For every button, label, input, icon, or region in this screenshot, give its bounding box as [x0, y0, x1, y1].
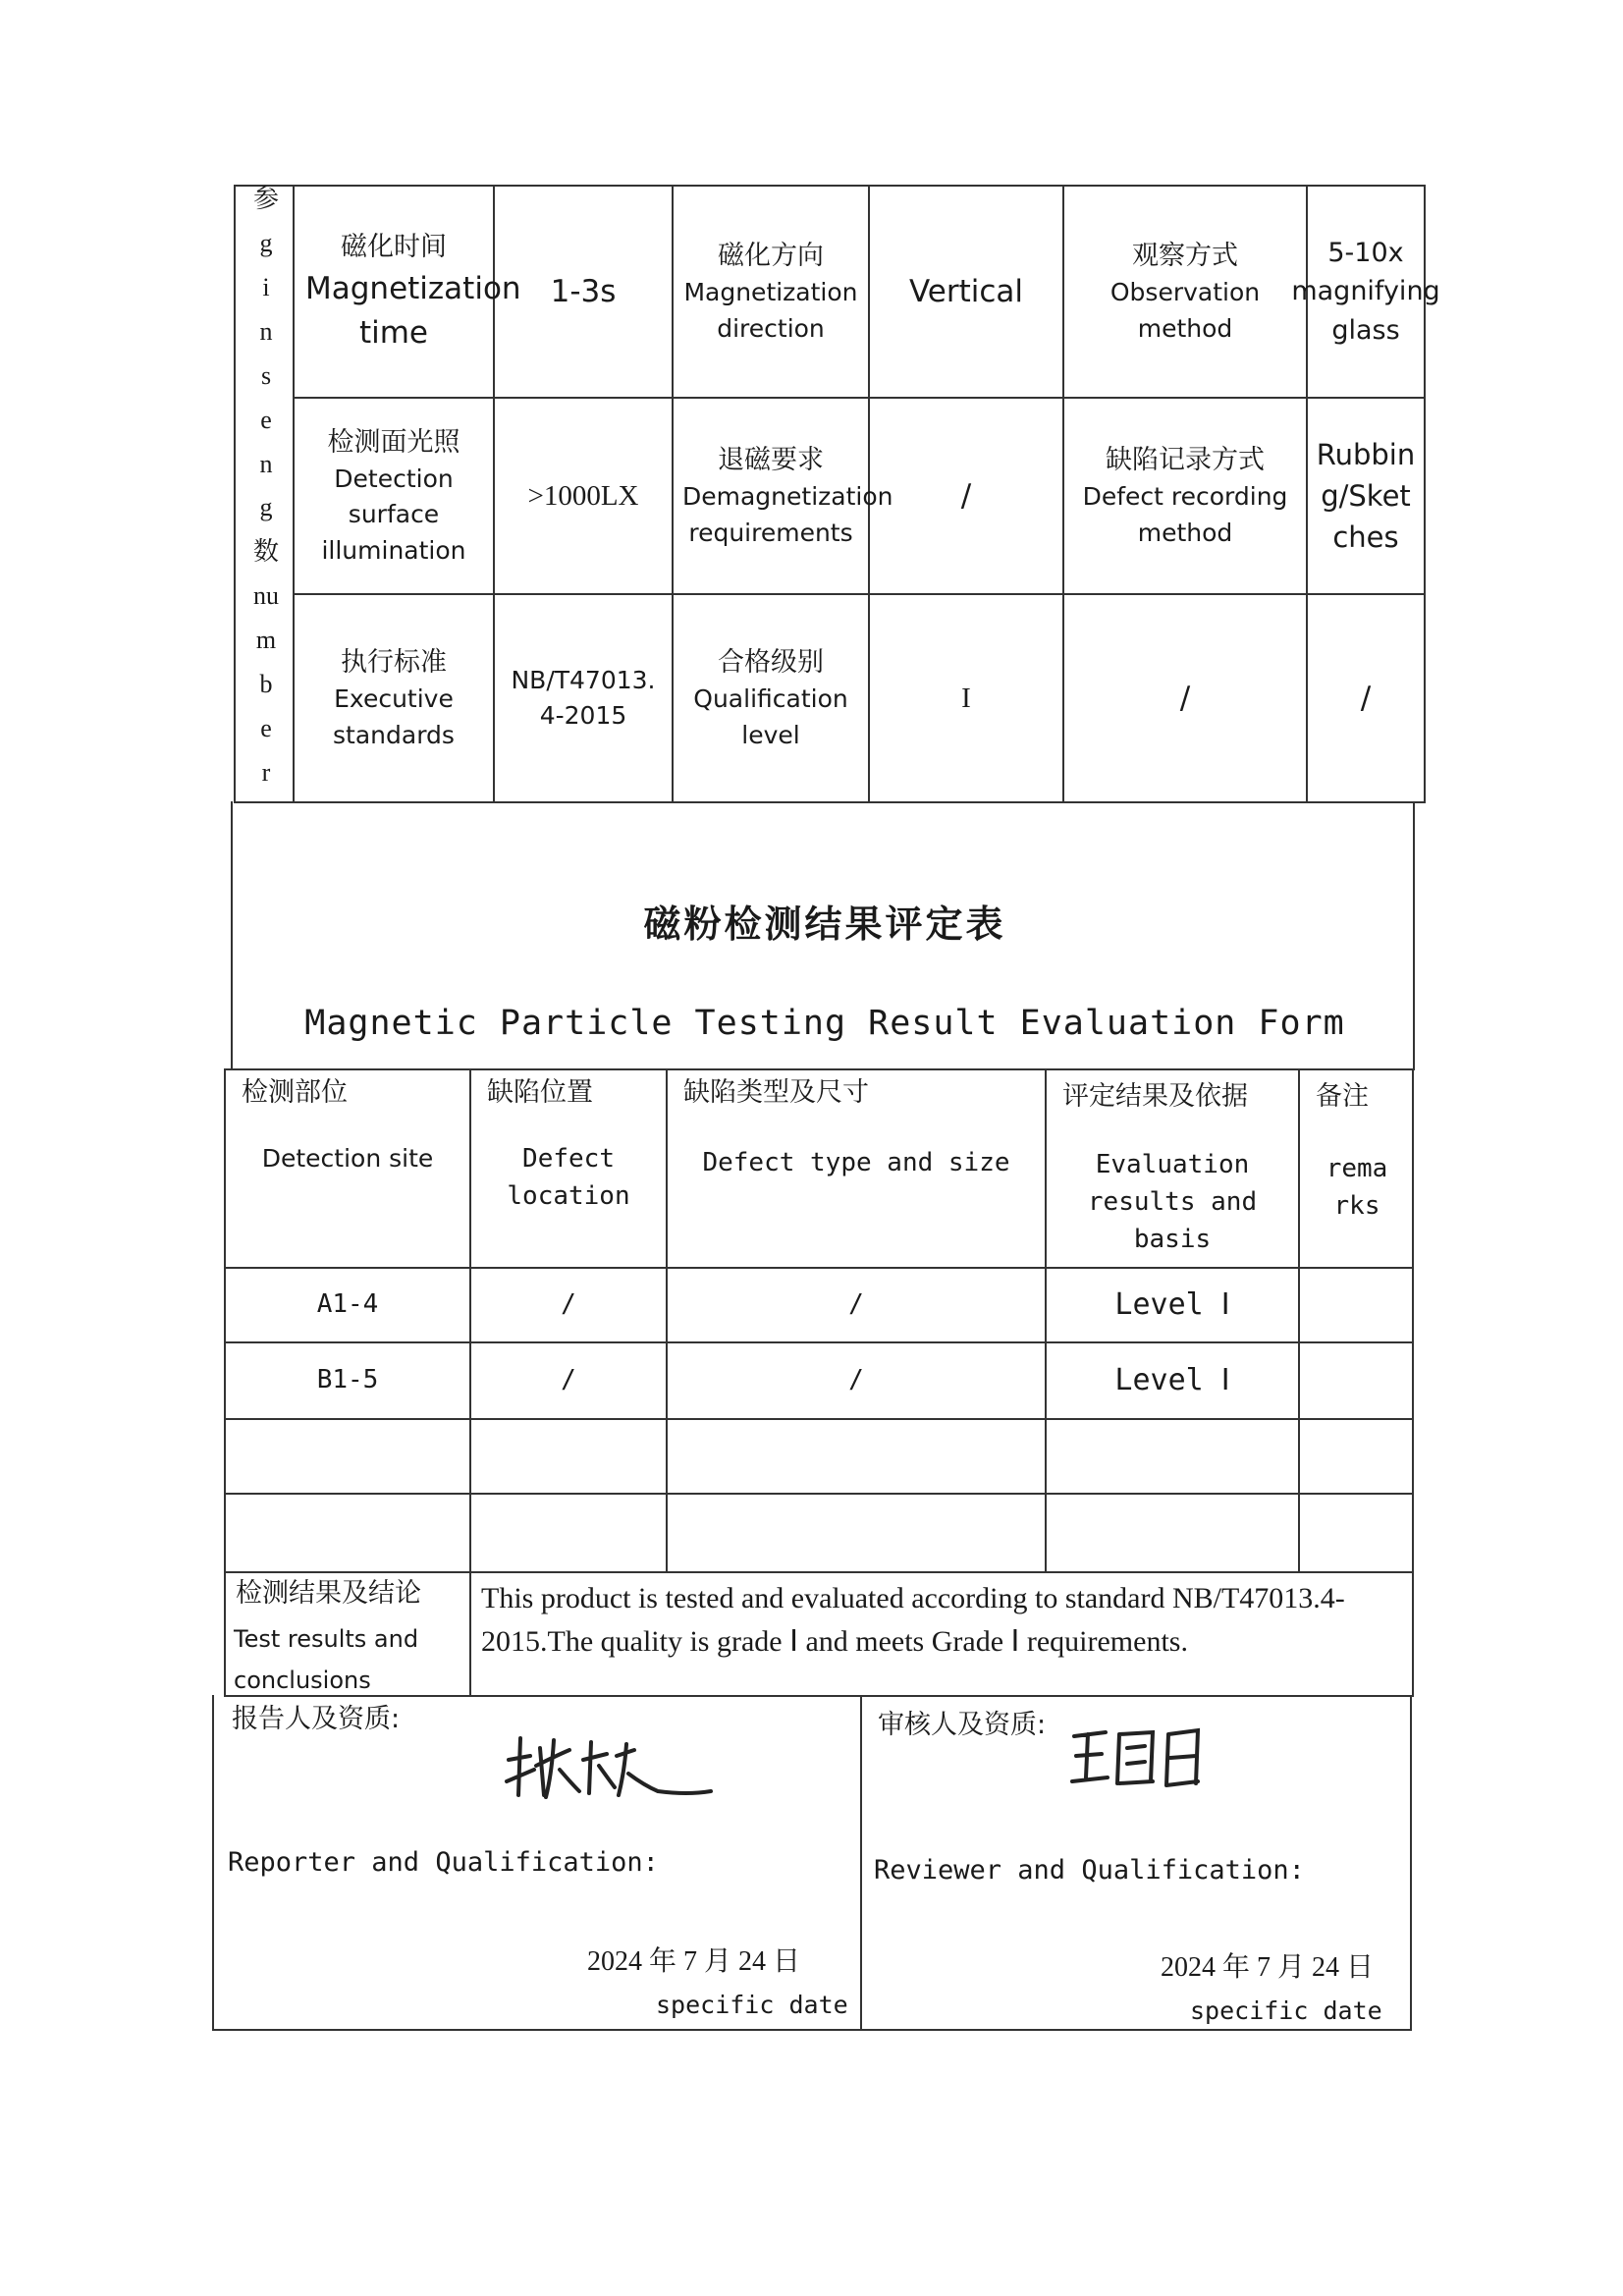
- reporter-label-en: Reporter and Qualification:: [228, 1847, 659, 1878]
- reporter-signature: [501, 1726, 717, 1805]
- table-row-2-location: /: [561, 1365, 576, 1395]
- magnetization-time-header: [295, 187, 521, 397]
- magnetization-direction-value: Vertical: [908, 273, 1024, 309]
- table-row-1-type: /: [848, 1289, 864, 1320]
- reviewer-date-note: specific date: [1190, 1996, 1382, 2025]
- column-header-site-cn: 检测部位: [242, 1077, 348, 1108]
- qualification-level-label-cn: 合格级别: [718, 647, 824, 679]
- table-row-3-site: [226, 1420, 469, 1493]
- table-row-3-type: [668, 1420, 1045, 1493]
- defect-recording-label-en: Defect recording method: [1082, 482, 1288, 547]
- magnetization-direction-header: [674, 187, 868, 397]
- table-row-2-result: Level Ⅰ: [1114, 1363, 1230, 1398]
- reporter-label-cn: 报告人及资质:: [232, 1704, 401, 1734]
- reviewer-label-en: Reviewer and Qualification:: [874, 1855, 1305, 1886]
- reporter-date-note: specific date: [656, 1991, 848, 2019]
- qualification-level-header: [674, 595, 868, 801]
- table-row-1-site: A1-4: [316, 1289, 379, 1320]
- observation-method-header: [1064, 187, 1306, 397]
- form-title-cn: 磁粉检测结果评定表: [643, 902, 1006, 946]
- magnetization-direction-label-en: Magnetization direction: [683, 278, 858, 343]
- table-row-1-location: /: [561, 1289, 576, 1320]
- observation-method-label-en: Observation method: [1109, 278, 1261, 343]
- vertical-label-char: nu: [253, 581, 279, 611]
- table-row-3-location: [471, 1420, 666, 1493]
- reviewer-label-cn: 审核人及资质:: [878, 1710, 1047, 1740]
- table-row-4-result: [1047, 1495, 1298, 1571]
- illumination-value: >1000LX: [527, 479, 639, 512]
- column-header-result-en: Evaluation results and basis: [1087, 1150, 1258, 1254]
- column-header-type-cn: 缺陷类型及尺寸: [683, 1077, 869, 1108]
- table-row-2-remarks: [1300, 1343, 1414, 1418]
- defect-recording-label-cn: 缺陷记录方式: [1106, 445, 1265, 476]
- vertical-label-char: s: [260, 360, 272, 390]
- table-row-3-result: [1047, 1420, 1298, 1493]
- table-row-3-remarks: [1300, 1420, 1414, 1493]
- table-row-2-site: B1-5: [316, 1365, 379, 1395]
- demagnetization-label-cn: 退磁要求: [718, 445, 824, 476]
- qualification-level-label-en: Qualification level: [693, 684, 848, 749]
- reviewer-signature: [1068, 1724, 1216, 1795]
- parameter-vertical-label: [248, 187, 284, 786]
- illumination-header: [295, 399, 493, 593]
- executive-standard-label-en: Executive standards: [333, 684, 455, 749]
- conclusion-label-en: Test results and conclusions: [234, 1625, 419, 1694]
- table-row-4-type: [668, 1495, 1045, 1571]
- conclusion-label-cn: 检测结果及结论: [236, 1578, 421, 1609]
- column-header-result-cn: 评定结果及依据: [1062, 1081, 1248, 1112]
- column-header-location-cn: 缺陷位置: [487, 1077, 593, 1108]
- defect-recording-header: [1064, 399, 1306, 593]
- table-row-4-location: [471, 1495, 666, 1571]
- vertical-label-char: g: [259, 493, 273, 522]
- row3-col6-value: /: [1360, 680, 1372, 716]
- demagnetization-label-en: Demagnetization requirements: [682, 482, 893, 547]
- executive-standard-value: NB/T47013.4-2015: [511, 665, 656, 730]
- executive-standard-label-cn: 执行标准: [341, 647, 447, 679]
- row3-col5-value: /: [1179, 680, 1191, 716]
- column-header-type-en: Defect type and size: [702, 1148, 1010, 1178]
- magnetization-direction-label-cn: 磁化方向: [718, 241, 824, 272]
- vertical-label-char: m: [255, 626, 277, 655]
- observation-method-value: 5-10x magnifying glass: [1291, 238, 1440, 346]
- table-row-2-type: /: [848, 1365, 864, 1395]
- vertical-label-char: b: [259, 670, 273, 699]
- magnetization-time-label-cn: 磁化时间: [341, 232, 447, 263]
- observation-method-label-cn: 观察方式: [1132, 241, 1238, 272]
- magnetization-time-label-en: Magnetization time: [305, 270, 521, 351]
- table-row-4-remarks: [1300, 1495, 1414, 1571]
- table-row-4-site: [226, 1495, 469, 1571]
- illumination-label-cn: 检测面光照: [327, 427, 460, 459]
- vertical-label-char: 数: [252, 537, 279, 567]
- vertical-label-char: e: [260, 405, 272, 434]
- table-row-1-result: Level Ⅰ: [1114, 1287, 1230, 1323]
- executive-standard-header: [295, 595, 493, 801]
- column-header-remarks-en: remarks: [1325, 1154, 1388, 1221]
- vertical-label-char: 参: [252, 185, 279, 213]
- vertical-label-char: e: [260, 714, 272, 743]
- table-row-1-remarks: [1300, 1269, 1414, 1341]
- demagnetization-value: /: [960, 477, 972, 514]
- reporter-date: 2024 年 7 月 24 日: [587, 1946, 801, 1977]
- defect-recording-value: Rubbing/Sketches: [1316, 437, 1416, 555]
- vertical-label-char: r: [261, 757, 271, 787]
- magnetization-time-value: 1-3s: [550, 273, 617, 309]
- vertical-label-char: i: [262, 272, 270, 301]
- illumination-label-en: Detection surface illumination: [321, 465, 466, 565]
- vertical-label-char: n: [259, 449, 273, 478]
- qualification-level-value: I: [961, 682, 971, 714]
- conclusion-text: This product is tested and evaluated according to standard NB/T47013.4-2015.The quality is grade Ⅰ and meets Grade Ⅰ requirements.: [481, 1582, 1345, 1658]
- column-header-location-en: Defect location: [507, 1144, 630, 1211]
- column-header-remarks-cn: 备注: [1316, 1081, 1369, 1112]
- vertical-label-char: n: [259, 316, 273, 346]
- demagnetization-header: [674, 399, 893, 593]
- column-header-site-en: Detection site: [261, 1143, 434, 1173]
- vertical-label-char: g: [259, 228, 273, 257]
- form-title-en: Magnetic Particle Testing Result Evaluation Form: [304, 1004, 1345, 1043]
- reviewer-date: 2024 年 7 月 24 日: [1161, 1952, 1375, 1983]
